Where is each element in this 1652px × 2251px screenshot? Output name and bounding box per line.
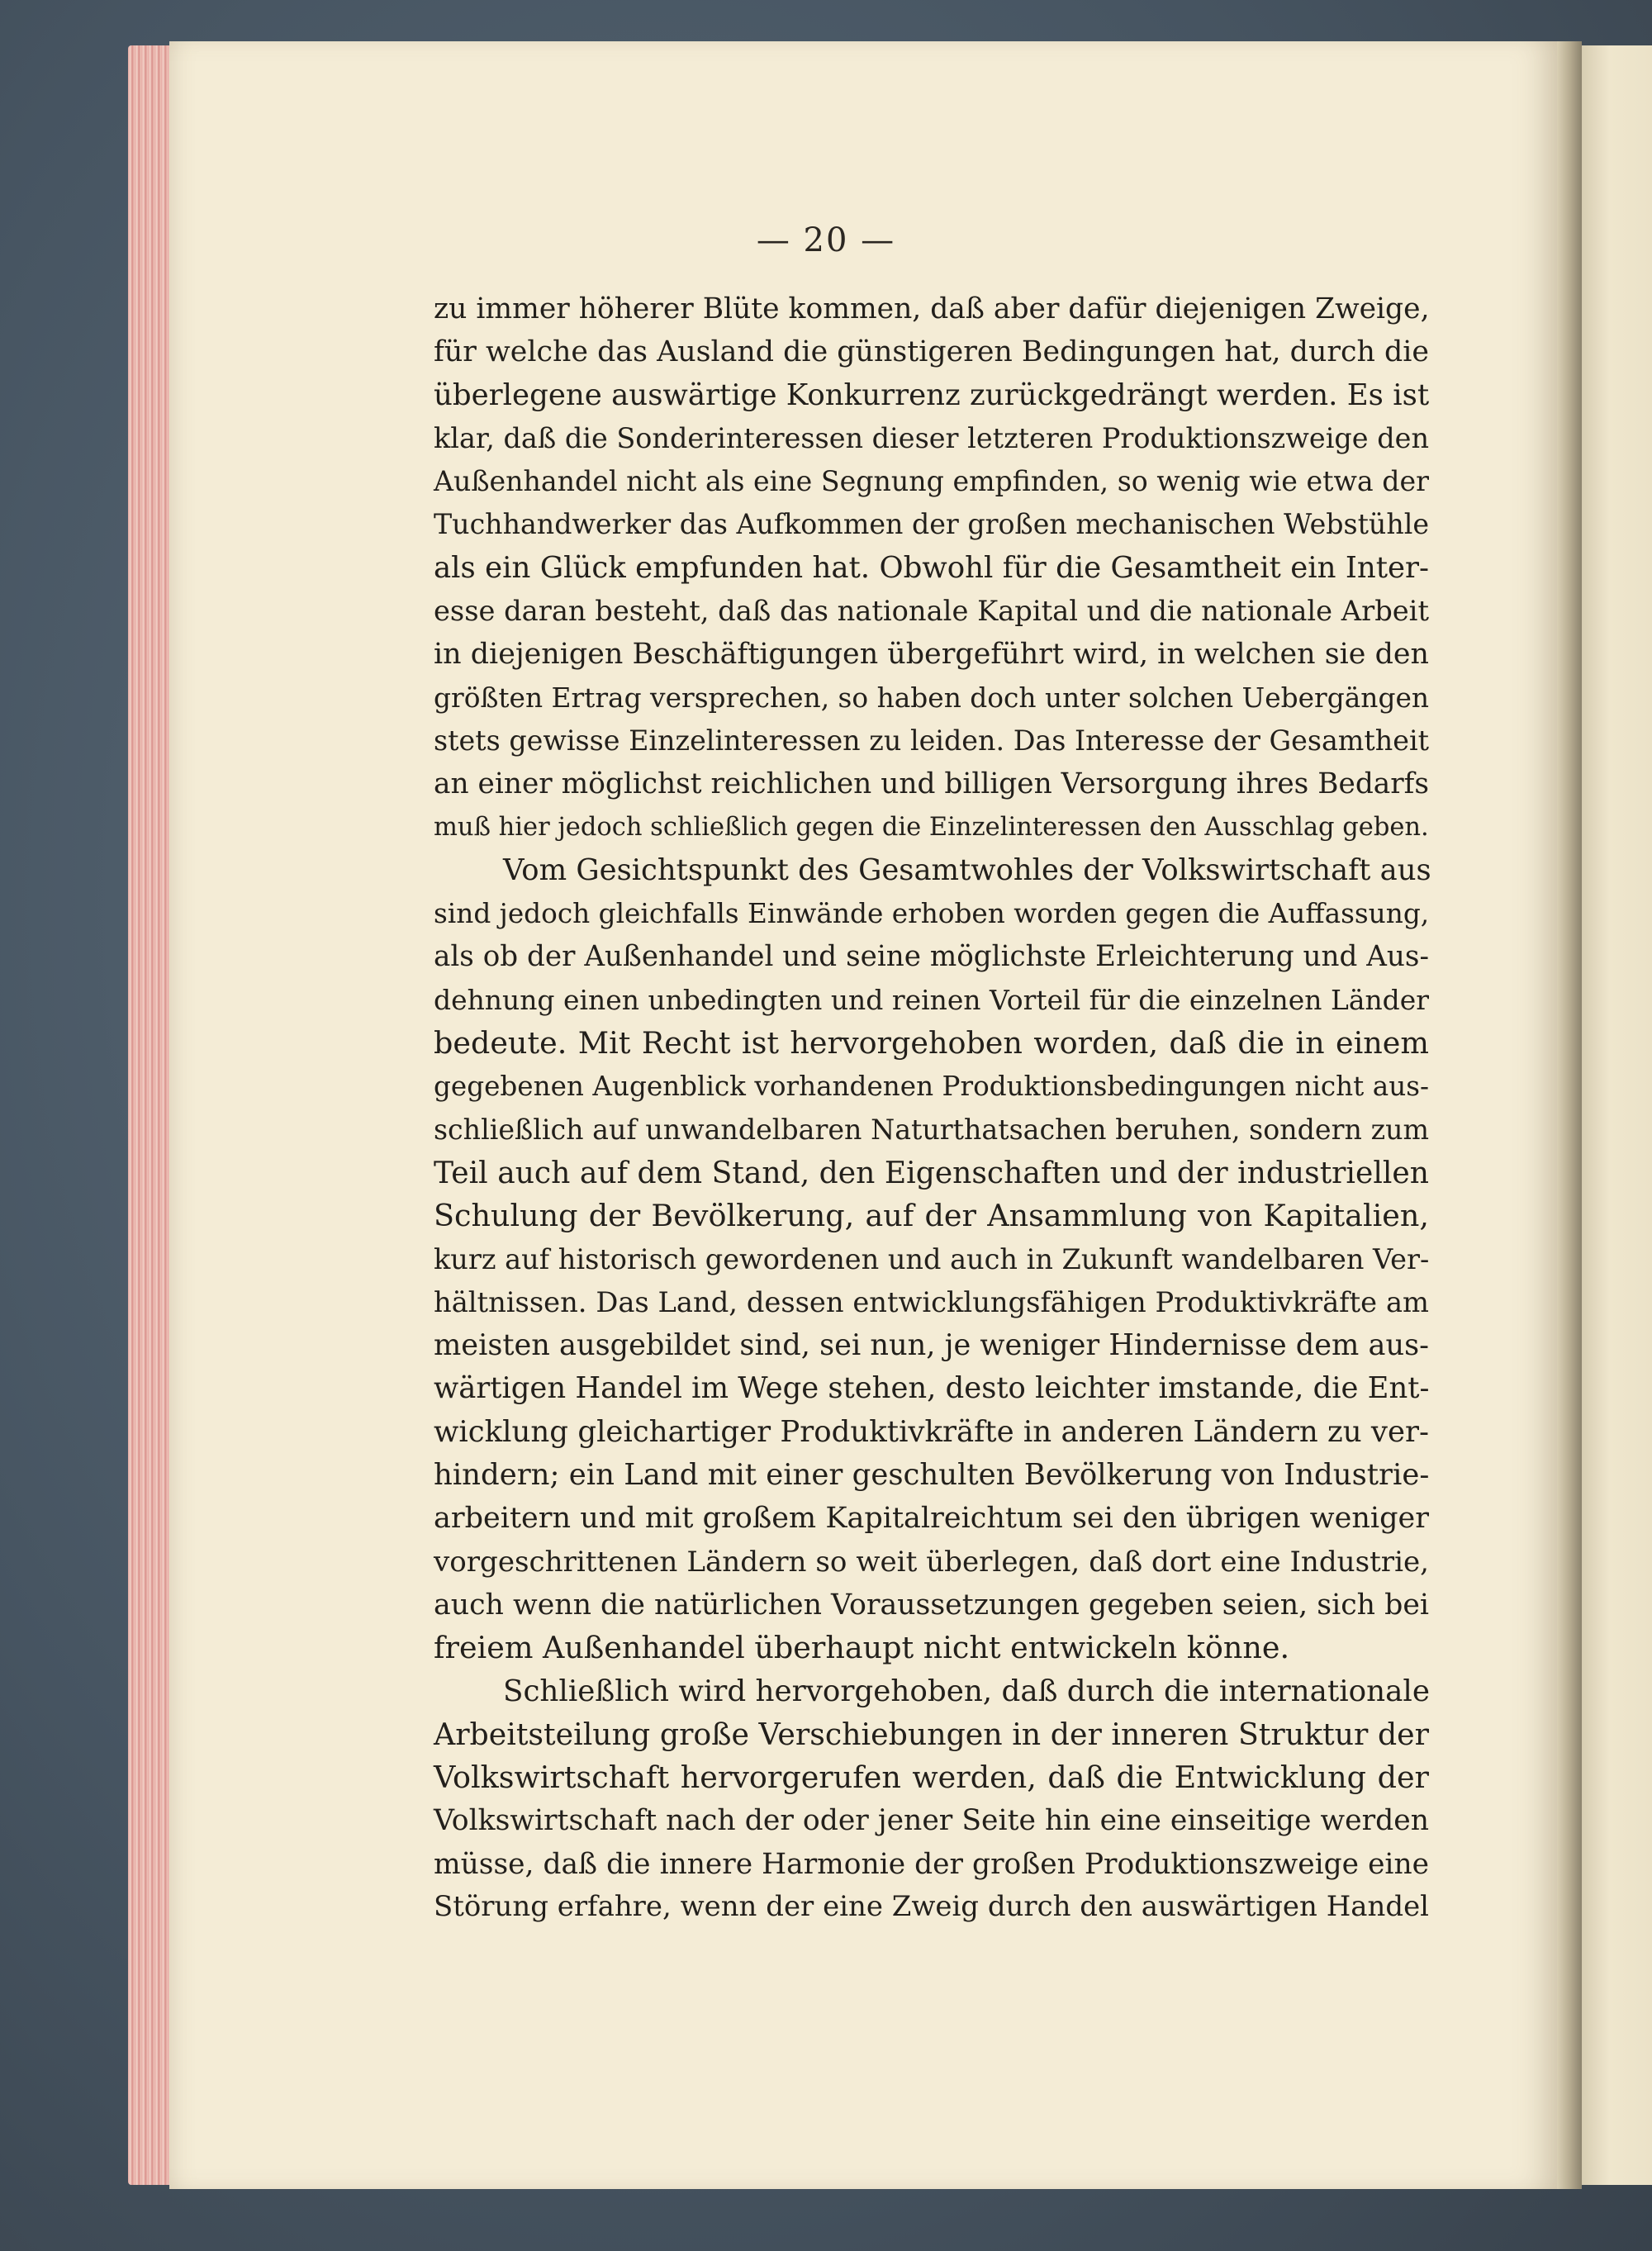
text-line: hältnissen. Das Land, dessen entwicklungsfähigen Produktivkräfte am xyxy=(434,1285,1429,1318)
text-line: gegebenen Augenblick vorhandenen Produktionsbedingungen nicht aus- xyxy=(434,1071,1429,1103)
text-line: größten Ertrag versprechen, so haben doch unter solchen Uebergängen xyxy=(434,681,1429,714)
text-line: schließlich auf unwandelbaren Naturthatsachen beruhen, sondern zum xyxy=(434,1113,1429,1146)
facing-page-edge xyxy=(1582,45,1652,2185)
text-line: auch wenn die natürlichen Voraussetzungen gegeben seien, sich bei xyxy=(434,1588,1429,1622)
text-line: Außenhandel nicht als eine Segnung empfinden, so wenig wie etwa der xyxy=(434,465,1429,498)
text-line: Volkswirtschaft nach der oder jener Seite hin eine einseitige werden xyxy=(434,1804,1429,1838)
text-line: dehnung einen unbedingten und reinen Vorteil für die einzelnen Länder xyxy=(434,983,1429,1016)
text-line: überlegene auswärtige Konkurrenz zurückgedrängt werden. Es ist xyxy=(434,378,1430,412)
text-line: wärtigen Handel im Wege stehen, desto leichter imstande, die Ent- xyxy=(434,1371,1430,1406)
body-text xyxy=(434,287,1429,1929)
text-line: esse daran besteht, daß das nationale Kapital und die nationale Arbeit xyxy=(434,595,1429,628)
text-line: kurz auf historisch gewordenen und auch in Zukunft wandelbaren Ver- xyxy=(434,1242,1430,1275)
text-line: klar, daß die Sonderinteressen dieser letzteren Produktionszweige den xyxy=(434,421,1429,454)
text-line: Störung erfahre, wenn der eine Zweig durch den auswärtigen Handel xyxy=(434,1890,1429,1923)
text-line: als ein Glück empfunden hat. Obwohl für die Gesamtheit ein Inter- xyxy=(434,550,1429,585)
text-line: arbeitern und mit großem Kapitalreichtum sei den übrigen weniger xyxy=(434,1501,1429,1536)
text-line: an einer möglichst reichlichen und billigen Versorgung ihres Bedarfs xyxy=(434,767,1429,801)
text-line: Arbeitsteilung große Verschiebungen in der inneren Struktur der xyxy=(434,1716,1429,1752)
text-line: für welche das Ausland die günstigeren Bedingungen hat, durch die xyxy=(434,335,1429,369)
text-line: meisten ausgebildet sind, sei nun, je weniger Hindernisse dem aus- xyxy=(434,1328,1429,1363)
text-line: als ob der Außenhandel und seine möglichste Erleichterung und Aus- xyxy=(434,940,1429,974)
text-line: Schließlich wird hervorgehoben, daß durch die internationale xyxy=(503,1674,1430,1708)
text-line: bedeute. Mit Recht ist hervorgehoben worden, daß die in einem xyxy=(434,1025,1429,1061)
text-line: Teil auch auf dem Stand, den Eigenschaften und der industriellen xyxy=(434,1155,1429,1190)
text-line: müsse, daß die innere Harmonie der großen Produktionszweige eine xyxy=(434,1847,1429,1881)
text-line: hindern; ein Land mit einer geschulten Bevölkerung von Industrie- xyxy=(434,1458,1430,1493)
text-line: Schulung der Bevölkerung, auf der Ansammlung von Kapitalien, xyxy=(434,1198,1429,1234)
text-line: Volkswirtschaft hervorgerufen werden, daß die Entwicklung der xyxy=(434,1759,1429,1796)
text-line: stets gewisse Einzelinteressen zu leiden. Das Interesse der Gesamtheit xyxy=(434,724,1429,757)
text-line: wicklung gleichartiger Produktivkräfte in anderen Ländern zu ver- xyxy=(434,1414,1429,1449)
page-number: — 20 — xyxy=(756,221,896,259)
book-gutter xyxy=(1557,41,1582,2189)
text-line: zu immer höherer Blüte kommen, daß aber dafür diejenigen Zweige, xyxy=(434,292,1430,325)
text-line: freiem Außenhandel überhaupt nicht entwickeln könne. xyxy=(434,1630,1290,1666)
text-line: muß hier jedoch schließlich gegen die Einzelinteressen den Ausschlag geben. xyxy=(434,812,1429,842)
text-line: in diejenigen Beschäftigungen übergeführt wird, in welchen sie den xyxy=(434,638,1429,672)
text-line: Vom Gesichtspunkt des Gesamtwohles der Volkswirtschaft aus xyxy=(503,852,1431,887)
text-line: Tuchhandwerker das Aufkommen der großen mechanischen Webstühle xyxy=(434,508,1430,541)
text-line: vorgeschrittenen Ländern so weit überlegen, daß dort eine Industrie, xyxy=(434,1545,1429,1579)
text-line: sind jedoch gleichfalls Einwände erhoben worden gegen die Auffassung, xyxy=(434,898,1430,930)
